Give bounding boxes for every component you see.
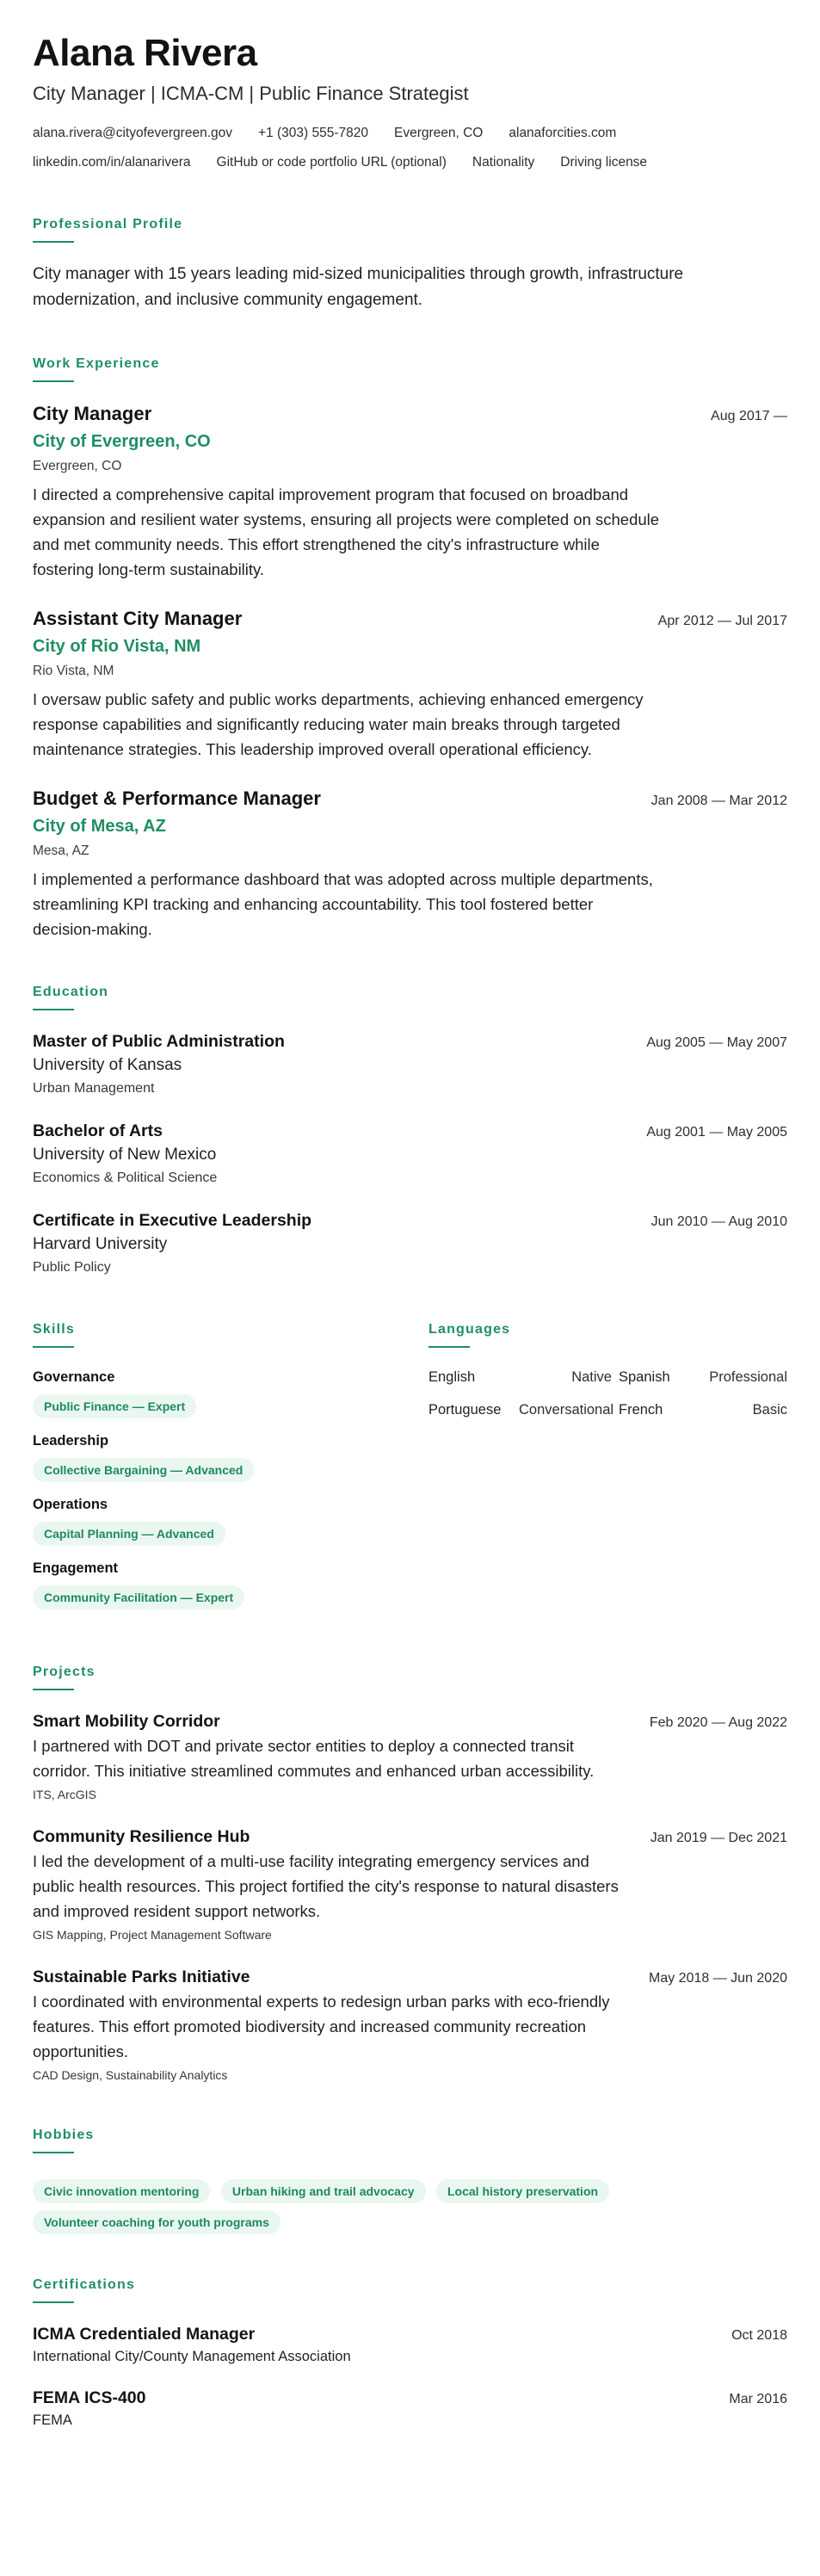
hobby-list xyxy=(33,2172,790,2234)
job-employer: City of Rio Vista, NM xyxy=(33,637,201,656)
section-title: Hobbies xyxy=(33,2128,95,2142)
education-entry xyxy=(33,1119,787,1189)
profile-section xyxy=(33,215,787,313)
degree-title: Bachelor of Arts xyxy=(33,1121,163,1140)
skill-pill: Community Facilitation — Expert xyxy=(33,1585,244,1609)
school-name: Harvard University xyxy=(33,1235,168,1253)
section-divider xyxy=(33,380,74,382)
contact-website[interactable]: alanaforcities.com xyxy=(509,126,617,140)
language-name: French xyxy=(619,1402,663,1418)
experience-entry xyxy=(33,606,787,762)
section-divider xyxy=(33,1689,74,1690)
certification-name: ICMA Credentialed Manager xyxy=(33,2325,256,2344)
language-level: Basic xyxy=(752,1402,787,1418)
projects-section xyxy=(33,1663,787,2085)
project-description: I led the development of a multi-use facility integrating emergency services and public health resources. This project fortified the city's response to natural disasters and improved resident support networks. xyxy=(33,1852,619,1920)
skill-pill: Capital Planning — Advanced xyxy=(33,1522,225,1546)
project-title: Community Resilience Hub xyxy=(33,1827,250,1846)
section-title: Skills xyxy=(33,1322,76,1337)
project-dates: Jan 2019 — Dec 2021 xyxy=(650,1831,787,1845)
skill-pill: Collective Bargaining — Advanced xyxy=(33,1458,254,1482)
languages-section xyxy=(428,1320,787,1622)
language-name: Portuguese xyxy=(428,1402,502,1418)
hobby-pill: Urban hiking and trail advocacy xyxy=(221,2179,426,2203)
certification-date: Oct 2018 xyxy=(731,2328,787,2343)
job-dates: Jan 2008 — Mar 2012 xyxy=(650,794,787,808)
job-description: I implemented a performance dashboard that was adopted across multiple departments, streamlining KPI tracking and enhancing accountability. This tool fostered better decision-making. xyxy=(33,870,653,938)
certifications-section xyxy=(33,2276,787,2431)
project-entry xyxy=(33,1709,787,1804)
certification-issuer: International City/County Management Association xyxy=(33,2349,351,2364)
section-divider xyxy=(428,1346,470,1348)
section-title: Professional Profile xyxy=(33,217,183,232)
contact-github[interactable]: GitHub or code portfolio URL (optional) xyxy=(216,155,447,170)
certification-entry xyxy=(33,2386,787,2431)
section-divider xyxy=(33,2152,74,2153)
education-entry xyxy=(33,1208,787,1279)
job-description: I directed a comprehensive capital improvement program that focused on broadband expansion and resilient water systems, ensuring all projects were completed on schedule and met community needs. This effort strengthened the city's infrastructure while fostering long-term sustainability. xyxy=(33,485,660,578)
language-level: Professional xyxy=(709,1369,787,1385)
candidate-headline: City Manager | ICMA-CM | Public Finance Strategist xyxy=(33,83,469,104)
project-title: Sustainable Parks Initiative xyxy=(33,1968,250,1986)
section-title: Languages xyxy=(428,1322,511,1337)
contact-driving-license: Driving license xyxy=(560,155,648,170)
skill-category: Governance xyxy=(33,1369,115,1385)
certification-name: FEMA ICS-400 xyxy=(33,2388,146,2407)
hobby-pill: Civic innovation mentoring xyxy=(33,2179,210,2203)
job-location: Mesa, AZ xyxy=(33,843,89,858)
language-name: Spanish xyxy=(619,1369,670,1385)
section-title: Projects xyxy=(33,1665,96,1679)
skill-category: Leadership xyxy=(33,1433,109,1449)
job-description: I oversaw public safety and public works departments, achieving enhanced emergency response capabilities and significantly reducing water main breaks through targeted maintenance strategies. This leadership improved overall operational efficiency. xyxy=(33,690,644,758)
contact-linkedin[interactable]: linkedin.com/in/alanarivera xyxy=(33,155,191,170)
hobby-pill: Local history preservation xyxy=(436,2179,609,2203)
skills-languages-row xyxy=(33,1320,787,1622)
education-dates: Aug 2001 — May 2005 xyxy=(646,1125,787,1140)
project-dates: May 2018 — Jun 2020 xyxy=(649,1971,787,1986)
education-dates: Aug 2005 — May 2007 xyxy=(646,1035,787,1050)
language-level: Native xyxy=(571,1369,612,1385)
job-location: Rio Vista, NM xyxy=(33,664,114,678)
section-divider xyxy=(33,1346,74,1348)
job-title: Assistant City Manager xyxy=(33,608,243,629)
skill-group xyxy=(33,1430,428,1482)
certification-entry xyxy=(33,2322,787,2367)
project-tools: GIS Mapping, Project Management Software xyxy=(33,1928,272,1942)
job-title: Budget & Performance Manager xyxy=(33,788,321,809)
study-field: Urban Management xyxy=(33,1081,155,1096)
job-location: Evergreen, CO xyxy=(33,459,122,473)
degree-title: Certificate in Executive Leadership xyxy=(33,1211,312,1230)
school-name: University of New Mexico xyxy=(33,1146,217,1164)
project-title: Smart Mobility Corridor xyxy=(33,1712,220,1731)
project-entry xyxy=(33,1965,787,2085)
certification-issuer: FEMA xyxy=(33,2412,72,2428)
language-name: English xyxy=(428,1369,476,1385)
certification-date: Mar 2016 xyxy=(729,2392,787,2406)
resume-header xyxy=(33,31,787,174)
job-employer: City of Mesa, AZ xyxy=(33,817,166,836)
project-tools: ITS, ArcGIS xyxy=(33,1788,96,1801)
experience-entry xyxy=(33,401,787,582)
job-dates: Aug 2017 — xyxy=(711,409,787,423)
contact-nationality: Nationality xyxy=(472,155,535,170)
profile-text: City manager with 15 years leading mid-sized municipalities through growth, infrastructure modernization, and inclusive community engagement. xyxy=(33,265,684,309)
study-field: Economics & Political Science xyxy=(33,1171,218,1185)
experience-section xyxy=(33,355,787,942)
project-tools: CAD Design, Sustainability Analytics xyxy=(33,2068,228,2082)
school-name: University of Kansas xyxy=(33,1056,182,1074)
job-title: City Manager xyxy=(33,403,152,424)
job-dates: Apr 2012 — Jul 2017 xyxy=(657,614,787,628)
skill-group xyxy=(33,1558,428,1609)
section-divider xyxy=(33,1009,74,1010)
language-list xyxy=(428,1367,787,1420)
skill-pill: Public Finance — Expert xyxy=(33,1394,196,1418)
section-divider xyxy=(33,2301,74,2303)
candidate-name: Alana Rivera xyxy=(33,32,257,74)
section-title: Education xyxy=(33,985,109,999)
education-section xyxy=(33,983,787,1279)
section-title: Certifications xyxy=(33,2277,136,2292)
section-title: Work Experience xyxy=(33,356,160,371)
skill-group xyxy=(33,1367,428,1418)
education-entry xyxy=(33,1029,787,1100)
degree-title: Master of Public Administration xyxy=(33,1032,285,1051)
project-description: I partnered with DOT and private sector entities to deploy a connected transit corridor. This initiative streamlined commutes and enhanced urban accessibility. xyxy=(33,1737,595,1780)
skills-section xyxy=(33,1320,428,1622)
section-divider xyxy=(33,241,74,243)
skill-category: Engagement xyxy=(33,1560,119,1576)
skill-category: Operations xyxy=(33,1497,108,1512)
education-dates: Jun 2010 — Aug 2010 xyxy=(650,1214,787,1229)
hobby-pill: Volunteer coaching for youth programs xyxy=(33,2210,281,2234)
language-level: Conversational xyxy=(519,1402,614,1418)
study-field: Public Policy xyxy=(33,1260,111,1275)
project-entry xyxy=(33,1825,787,1944)
skill-group xyxy=(33,1494,428,1546)
contact-list xyxy=(33,122,790,174)
hobbies-section xyxy=(33,2126,787,2234)
experience-entry xyxy=(33,786,787,942)
contact-phone[interactable]: +1 (303) 555-7820 xyxy=(258,126,368,140)
contact-location: Evergreen, CO xyxy=(393,126,484,140)
contact-email[interactable]: alana.rivera@cityofevergreen.gov xyxy=(33,126,232,140)
project-description: I coordinated with environmental experts to redesign urban parks with eco-friendly features. This effort promoted biodiversity and increased community recreation opportunities. xyxy=(33,1992,610,2060)
project-dates: Feb 2020 — Aug 2022 xyxy=(649,1715,787,1730)
job-employer: City of Evergreen, CO xyxy=(33,432,211,451)
